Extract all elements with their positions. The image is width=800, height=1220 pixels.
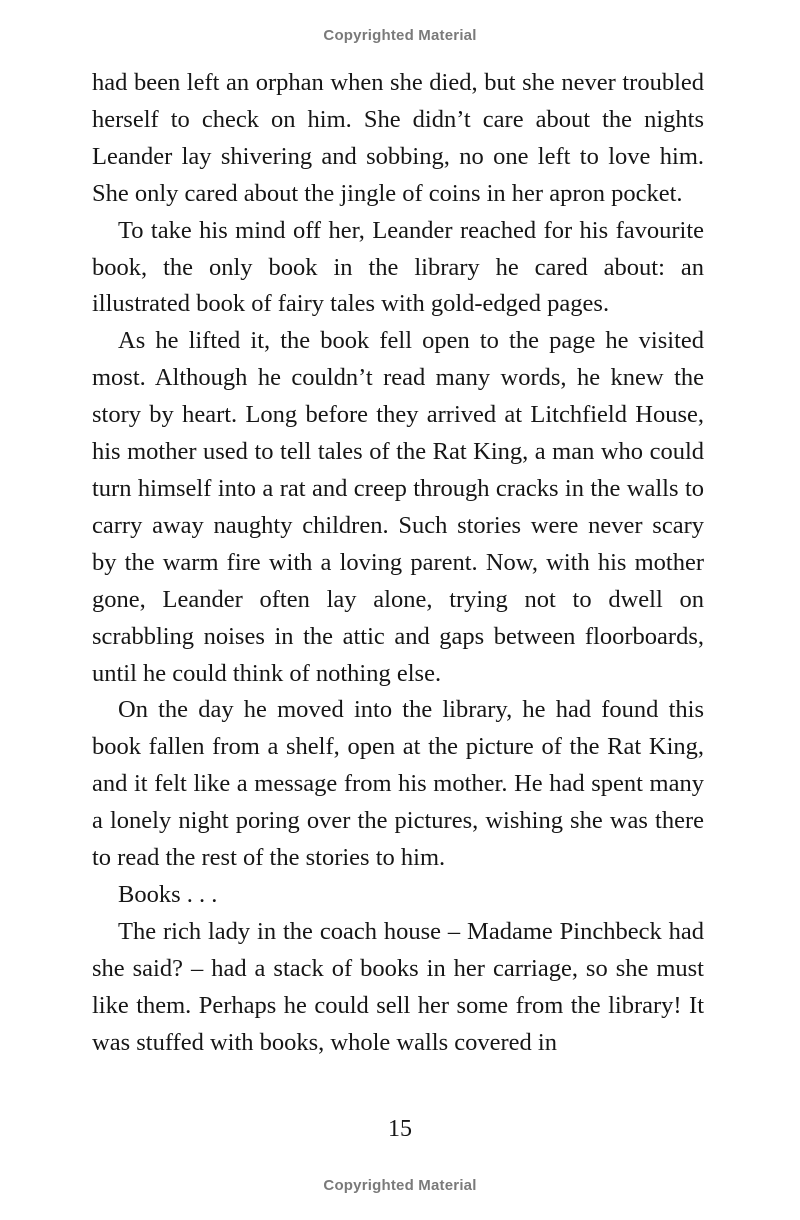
page-number: 15 xyxy=(388,1116,412,1142)
paragraph: Books . . . xyxy=(118,880,218,908)
copyright-watermark-top: Copyrighted Material xyxy=(323,27,477,44)
paragraph: On the day he moved into the library, he had found this book fallen from a shelf, open at the picture of the Rat King, and it felt like a message from his mother. He had spent many a lonely night poring over the pictures, wishing she was there to read the rest of the stories to him. xyxy=(92,696,704,872)
paragraph: To take his mind off her, Leander reached for his favourite book, the only book in the library he cared about: an illustrated book of fairy tales with gold-edged pages. xyxy=(92,216,704,318)
copyright-watermark-bottom: Copyrighted Material xyxy=(323,1177,477,1194)
paragraph: As he lifted it, the book fell open to the page he visited most. Although he couldn’t read many words, he knew the story by heart. Long before they arrived at Litchfield House, his mother used to tell tales of the Rat King, a man who could turn himself into a rat and creep through cracks in the walls to carry away naughty children. Such stories were never scary by the warm fire with a loving parent. Now, with his mother gone, Leander often lay alone, trying not to dwell on scrabbling noises in the attic and gaps between floorboards, until he could think of nothing else. xyxy=(92,327,704,687)
page-body xyxy=(92,65,704,1061)
paragraph: The rich lady in the coach house – Madame Pinchbeck had she said? – had a stack of books in her carriage, so she must like them. Perhaps he could sell her some from the library! It was stuffed with books, whole walls covered in xyxy=(92,917,704,1056)
paragraph: had been left an orphan when she died, but she never troubled herself to check on him. She didn’t care about the nights Leander lay shivering and sobbing, no one left to love him. She only cared about the jingle of coins in her apron pocket. xyxy=(92,69,704,207)
